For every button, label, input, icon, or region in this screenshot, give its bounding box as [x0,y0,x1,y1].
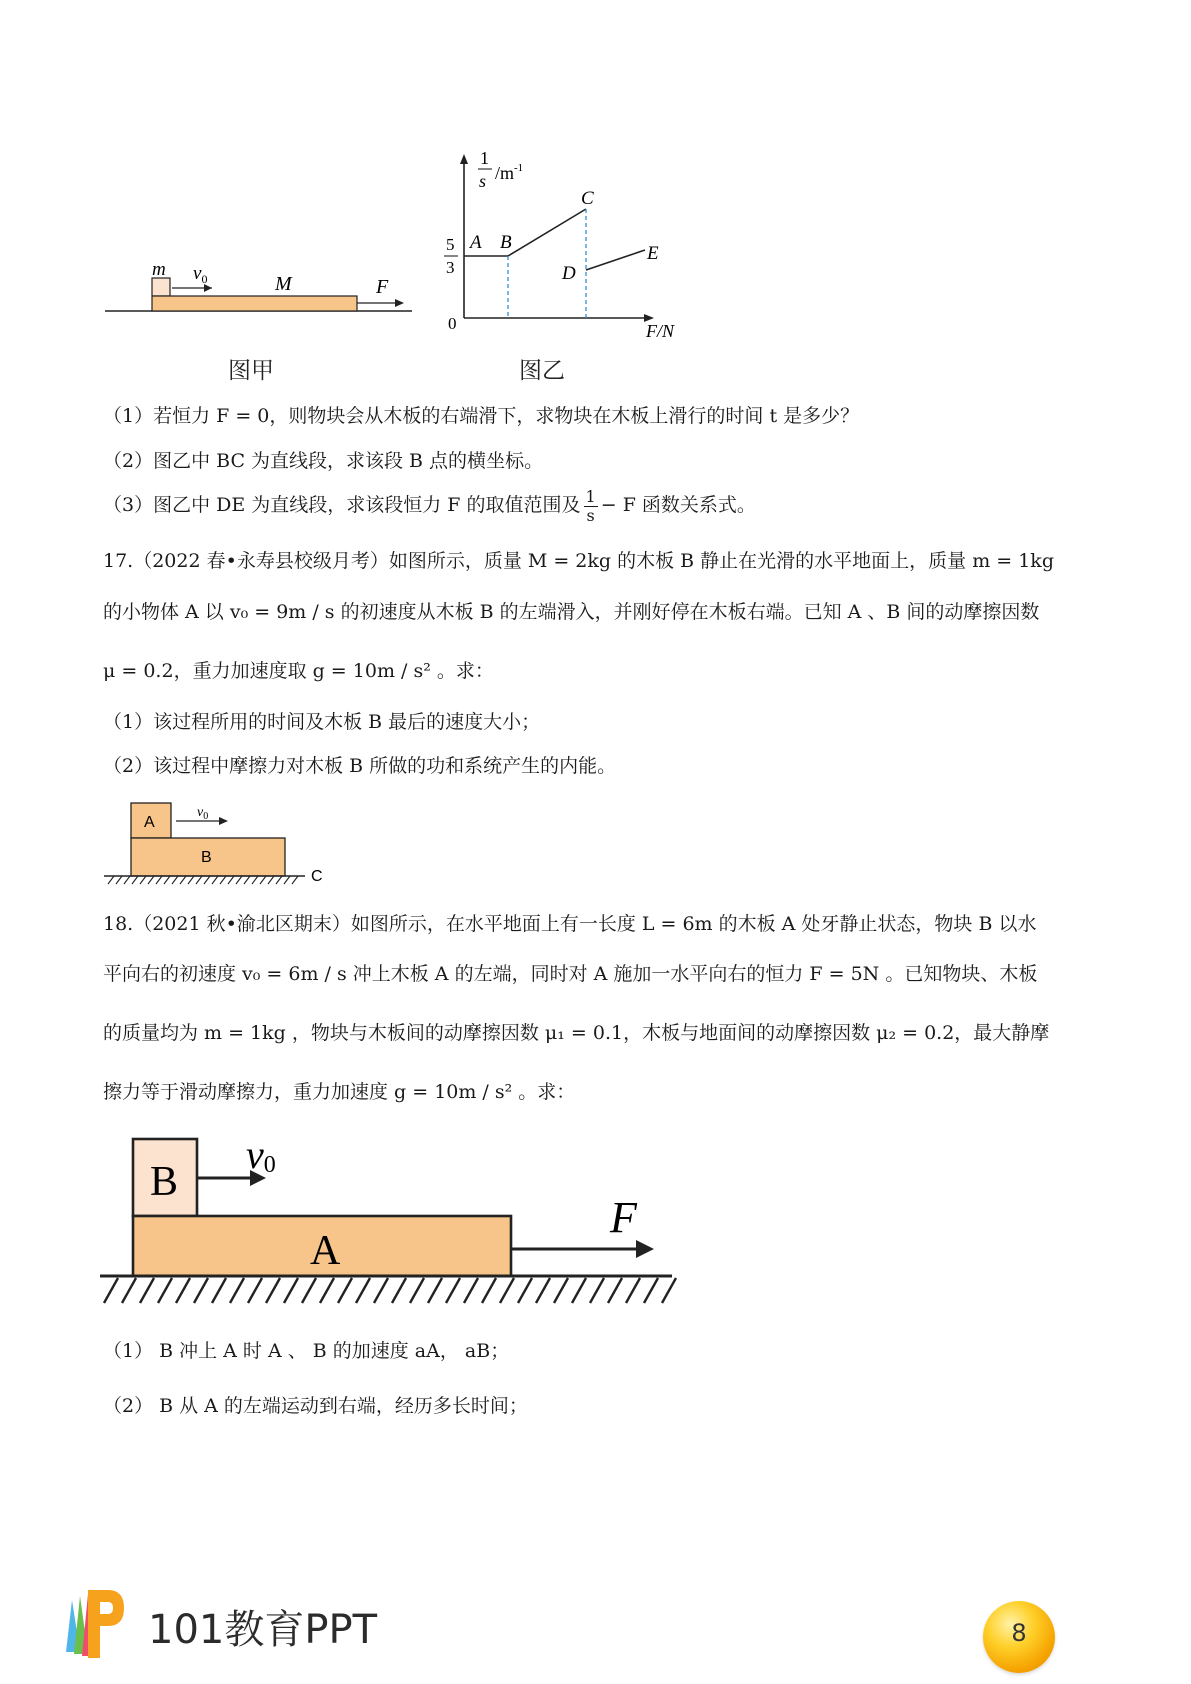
label-v0: $v_0$ [193,263,208,286]
q17-line2: 的小物体 A 以 v₀ = 9m / s 的初速度从木板 B 的左端滑入，并刚好停在木板右端。已知 A 、B 间的动摩擦因数 [103,601,1040,623]
origin-label: 0 [448,314,457,333]
segment-DE [586,250,645,270]
label-m: m [152,259,166,280]
q17-line3: μ = 0.2，重力加速度取 g = 10m / s² 。求： [103,660,494,682]
q18-part1: （1） B 冲上 A 时 A 、 B 的加速度 aA， aB； [103,1340,510,1362]
q18-line2: 平向右的初速度 v₀ = 6m / s 冲上木板 A 的左端，同时对 A 施加一水平向右的恒力 F = 5N 。已知物块、木板 [103,963,1038,985]
label-M: M [275,273,292,295]
label-A: A [310,1228,341,1274]
label-F: F [376,276,389,298]
svg-text:s: s [479,171,487,191]
q17-line1: 17.（2022 春•永寿县校级月考）如图所示，质量 M = 2kg 的木板 B 静止在光滑的水平地面上，质量 m = 1kg [103,550,1054,572]
label-B: B [201,849,212,866]
q18-part2: （2） B 从 A 的左端运动到右端，经历多长时间； [103,1395,528,1417]
page-number-badge [983,1601,1055,1673]
fraction-1-over-s: $\frac{1}{s}$ [585,487,596,525]
q16-part1: （1）若恒力 F = 0，则物块会从木板的右端滑下，求物块在木板上滑行的时间 t 是多少？ [103,405,860,427]
svg-text:3: 3 [446,258,455,277]
point-E: E [647,243,659,264]
caption-yi: 图乙 [519,358,565,384]
label-B: B [150,1159,179,1205]
svg-text:1: 1 [480,148,489,168]
figure-q17 [100,798,340,890]
x-axis-label: F/N [646,321,675,341]
figure-jia [100,255,420,325]
q17-part2: （2）该过程中摩擦力对木板 B 所做的功和系统产生的内能。 [103,755,617,777]
ground-hatch [108,876,298,884]
block-m [152,278,170,296]
q18-line4: 擦力等于滑动摩擦力，重力加速度 g = 10m / s² 。求： [103,1081,576,1103]
ground-hatch [104,1278,676,1303]
q16-part2: （2）图乙中 BC 为直线段，求该段 B 点的横坐标。 [103,450,544,472]
point-A: A [470,232,482,253]
label-v0: v0 [246,1132,276,1178]
label-C: C [311,868,323,885]
point-B: B [500,232,512,253]
brand-name: 101教育PPT [148,1607,378,1653]
q18-line3: 的质量均为 m = 1kg ，物块与木板间的动摩擦因数 μ₁ = 0.1，木板与地面间的动摩擦因数 μ₂ = 0.2，最大静摩 [103,1022,1050,1044]
board-M [152,296,357,311]
y-axis-unit: $/m^{-1}$ [495,162,524,183]
svg-text:5: 5 [446,235,455,254]
point-D: D [562,263,576,284]
page-number: 8 [1011,1619,1027,1647]
q18-line1: 18.（2021 秋•渝北区期末）如图所示，在水平地面上有一长度 L = 6m 的木板 A 处牙静止状态，物块 B 以水 [103,913,1037,935]
q16-part3: （3）图乙中 DE 为直线段，求该段恒力 F 的取值范围及 $\frac{1}{s}$ − F 函数关系式。 [103,487,756,525]
segment-BC [508,209,586,256]
label-A: A [144,814,155,831]
label-v0: $v_0$ [197,805,209,822]
caption-jia: 图甲 [228,358,274,384]
point-C: C [581,188,594,209]
brand-logo-icon [58,1580,128,1660]
figure-yi [440,142,700,347]
q17-part1: （1）该过程所用的时间及木板 B 最后的速度大小； [103,711,541,733]
label-F: F [610,1193,637,1242]
figure-q18 [98,1128,688,1312]
